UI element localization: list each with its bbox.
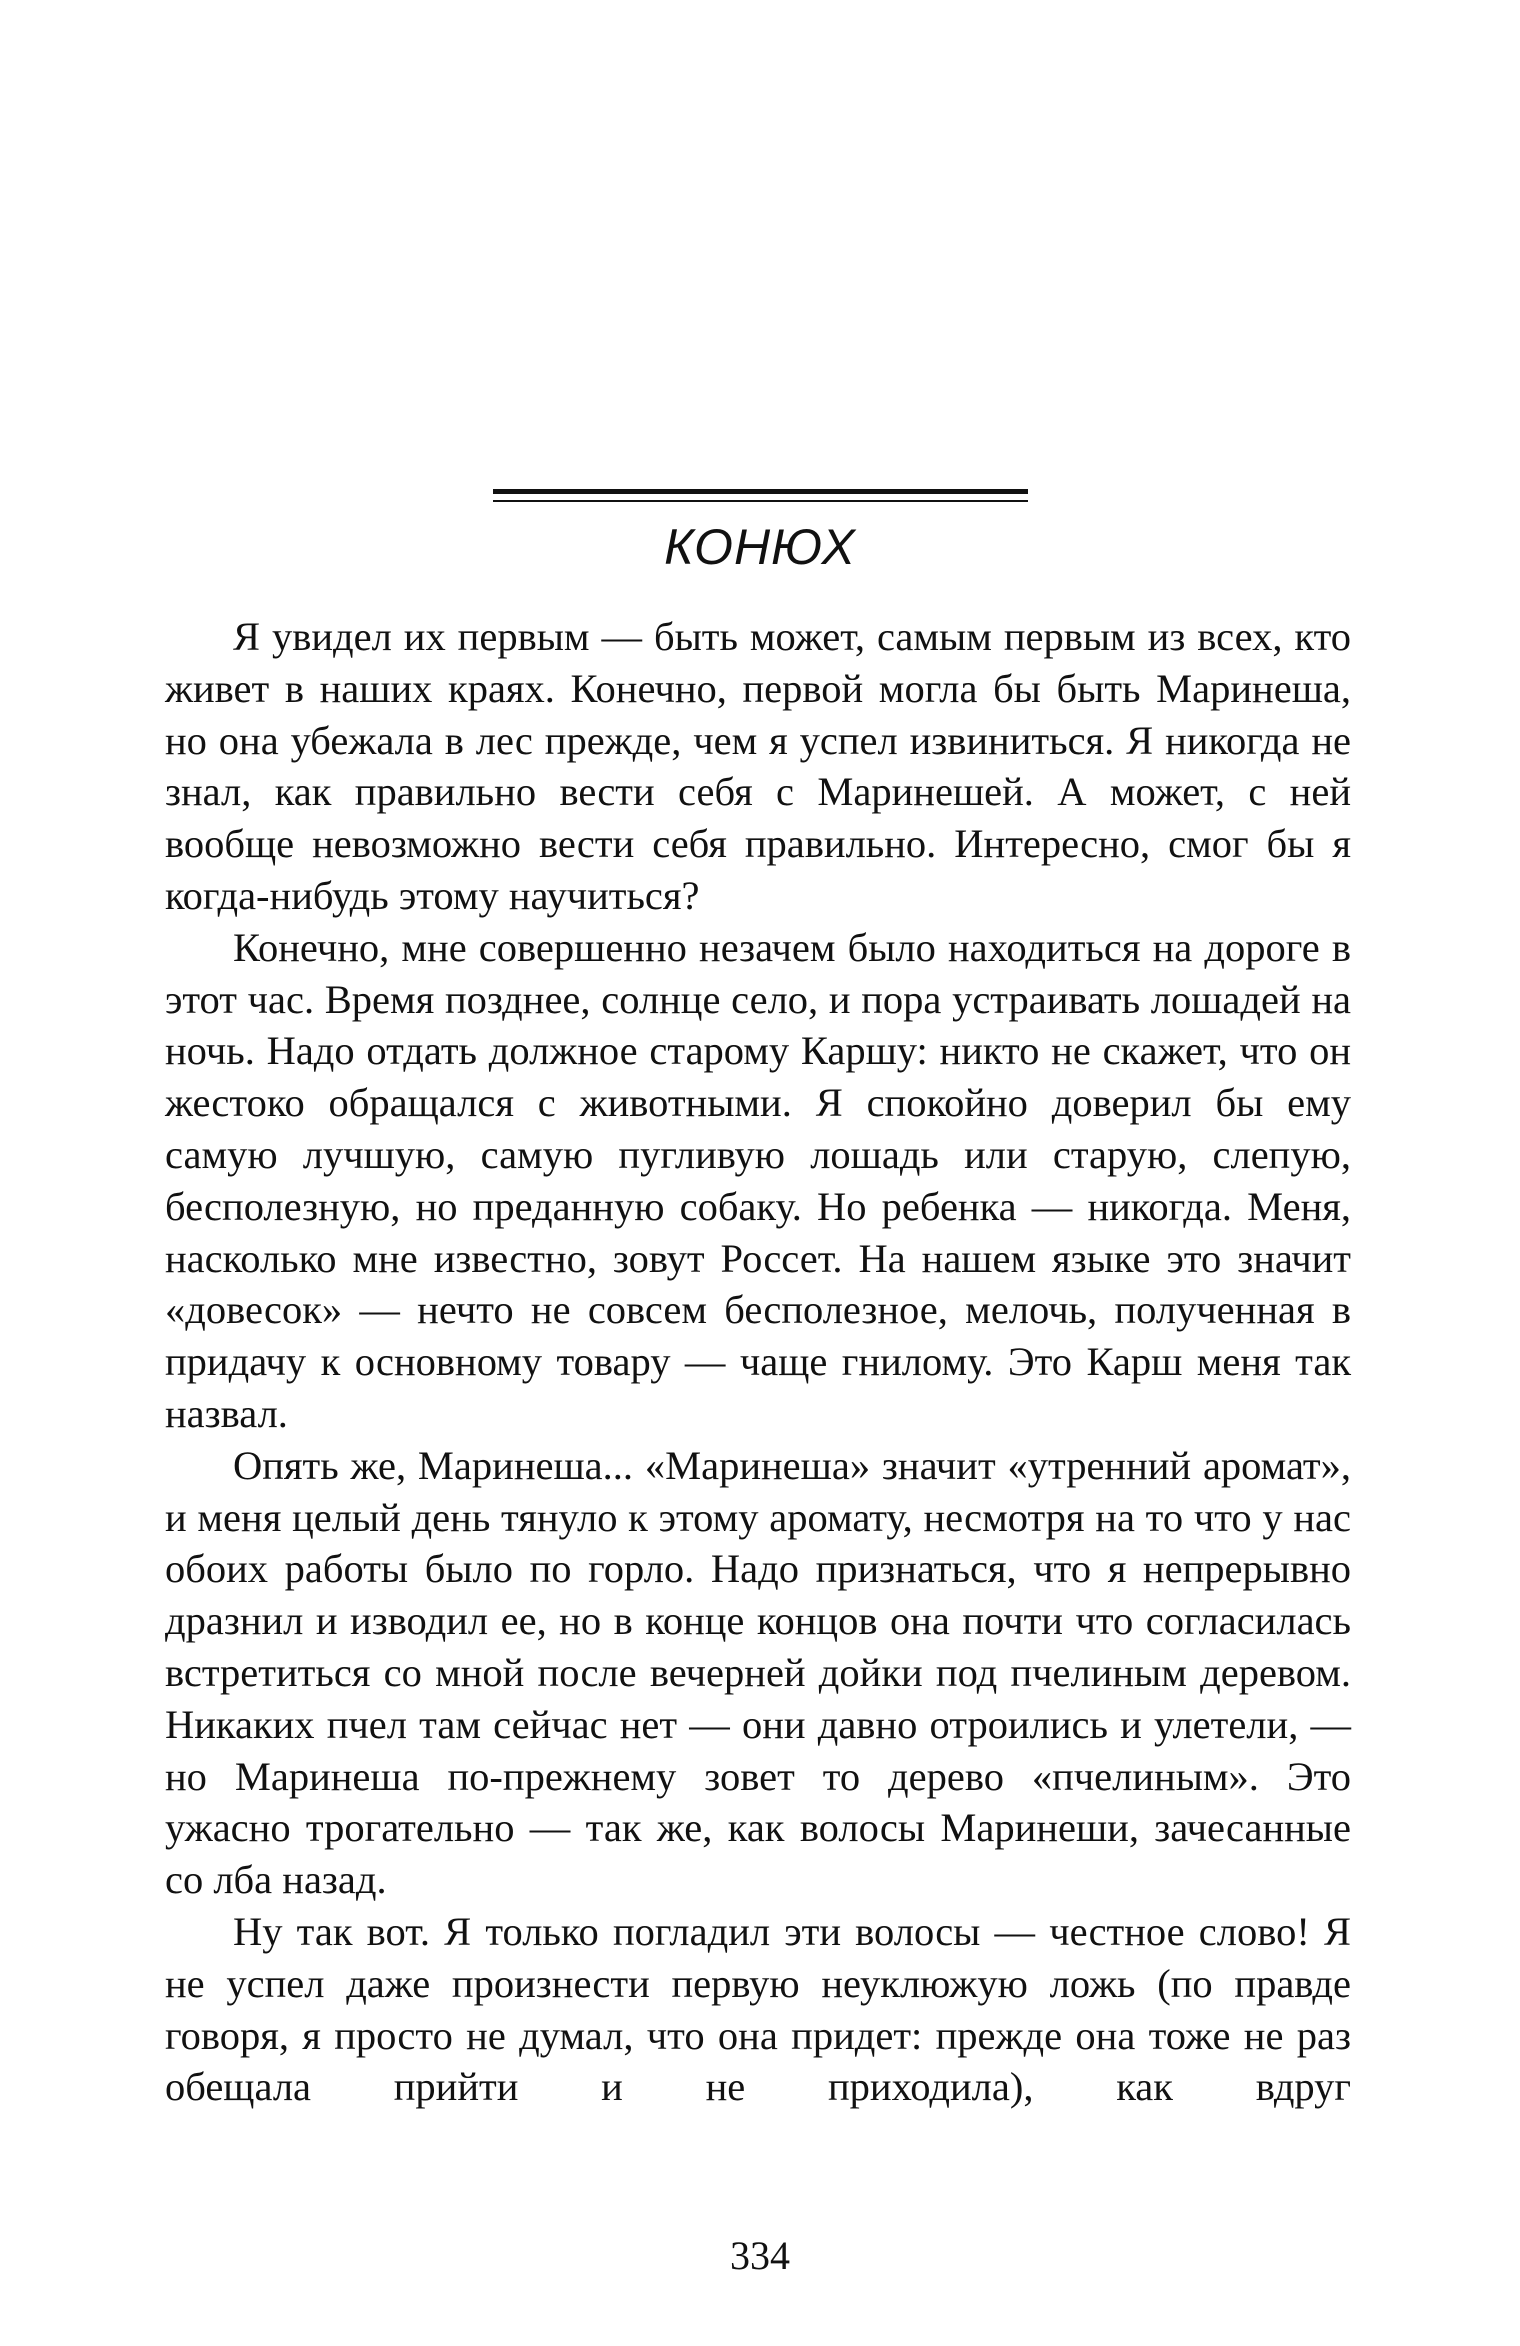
chapter-title: КОНЮХ xyxy=(664,519,856,575)
title-rule-thick xyxy=(493,489,1028,494)
title-rule-thin xyxy=(493,500,1028,502)
paragraph: Ну так вот. Я только погладил эти волосы — честное слово! Я не успел даже произнести первую неуклюжую ложь (по правде говоря, я просто не думал, что она придет: прежде она тоже не раз обещала прийти и не приходила), как вдруг xyxy=(165,1908,1351,2110)
paragraph: Конечно, мне совершенно незачем было находиться на дороге в этот час. Время позднее, солнце село, и пора устраивать лошадей на ночь. Надо отдать должное старому Каршу: никто не скажет, что он жестоко обращался с животными. Я спокойно доверил бы ему самую лучшую, самую пугливую лошадь или старую, слепую, бесполезную, но преданную собаку. Но ребенка — никогда. Меня, насколько мне известно, зовут Россет. На нашем языке это значит «довесок» — нечто не совсем бесполезное, мелочь, полученная в придачу к основному товару — чаще гнилому. Это Карш меня так назвал. xyxy=(165,924,1351,1436)
paragraph: Опять же, Маринеша... «Маринеша» значит «утренний аромат», и меня целый день тянуло к этому аромату, несмотря на то что у нас обоих работы было по горло. Надо признаться, что я непрерывно дразнил и изводил ее, но в конце концов она почти что согласилась встретиться со мной после вечерней дойки под пчелиным деревом. Никаких пчел там сейчас нет — они давно отроились и улетели, — но Маринеша по-прежнему зовет то дерево «пчелиным». Это ужасно трогательно — так же, как волосы Маринеши, зачесанные со лба назад. xyxy=(165,1442,1351,1903)
page-number: 334 xyxy=(730,2233,790,2278)
body-text xyxy=(165,611,1351,2113)
paragraph: Я увидел их первым — быть может, самым первым из всех, кто живет в наших краях. Конечно, первой могла бы быть Маринеша, но она убежала в лес прежде, чем я успел извиниться. Я никогда не знал, как правильно вести себя с Маринешей. А может, с ней вообще невозможно вести себя правильно. Интересно, смог бы я когда-нибудь этому научиться? xyxy=(165,614,1351,918)
